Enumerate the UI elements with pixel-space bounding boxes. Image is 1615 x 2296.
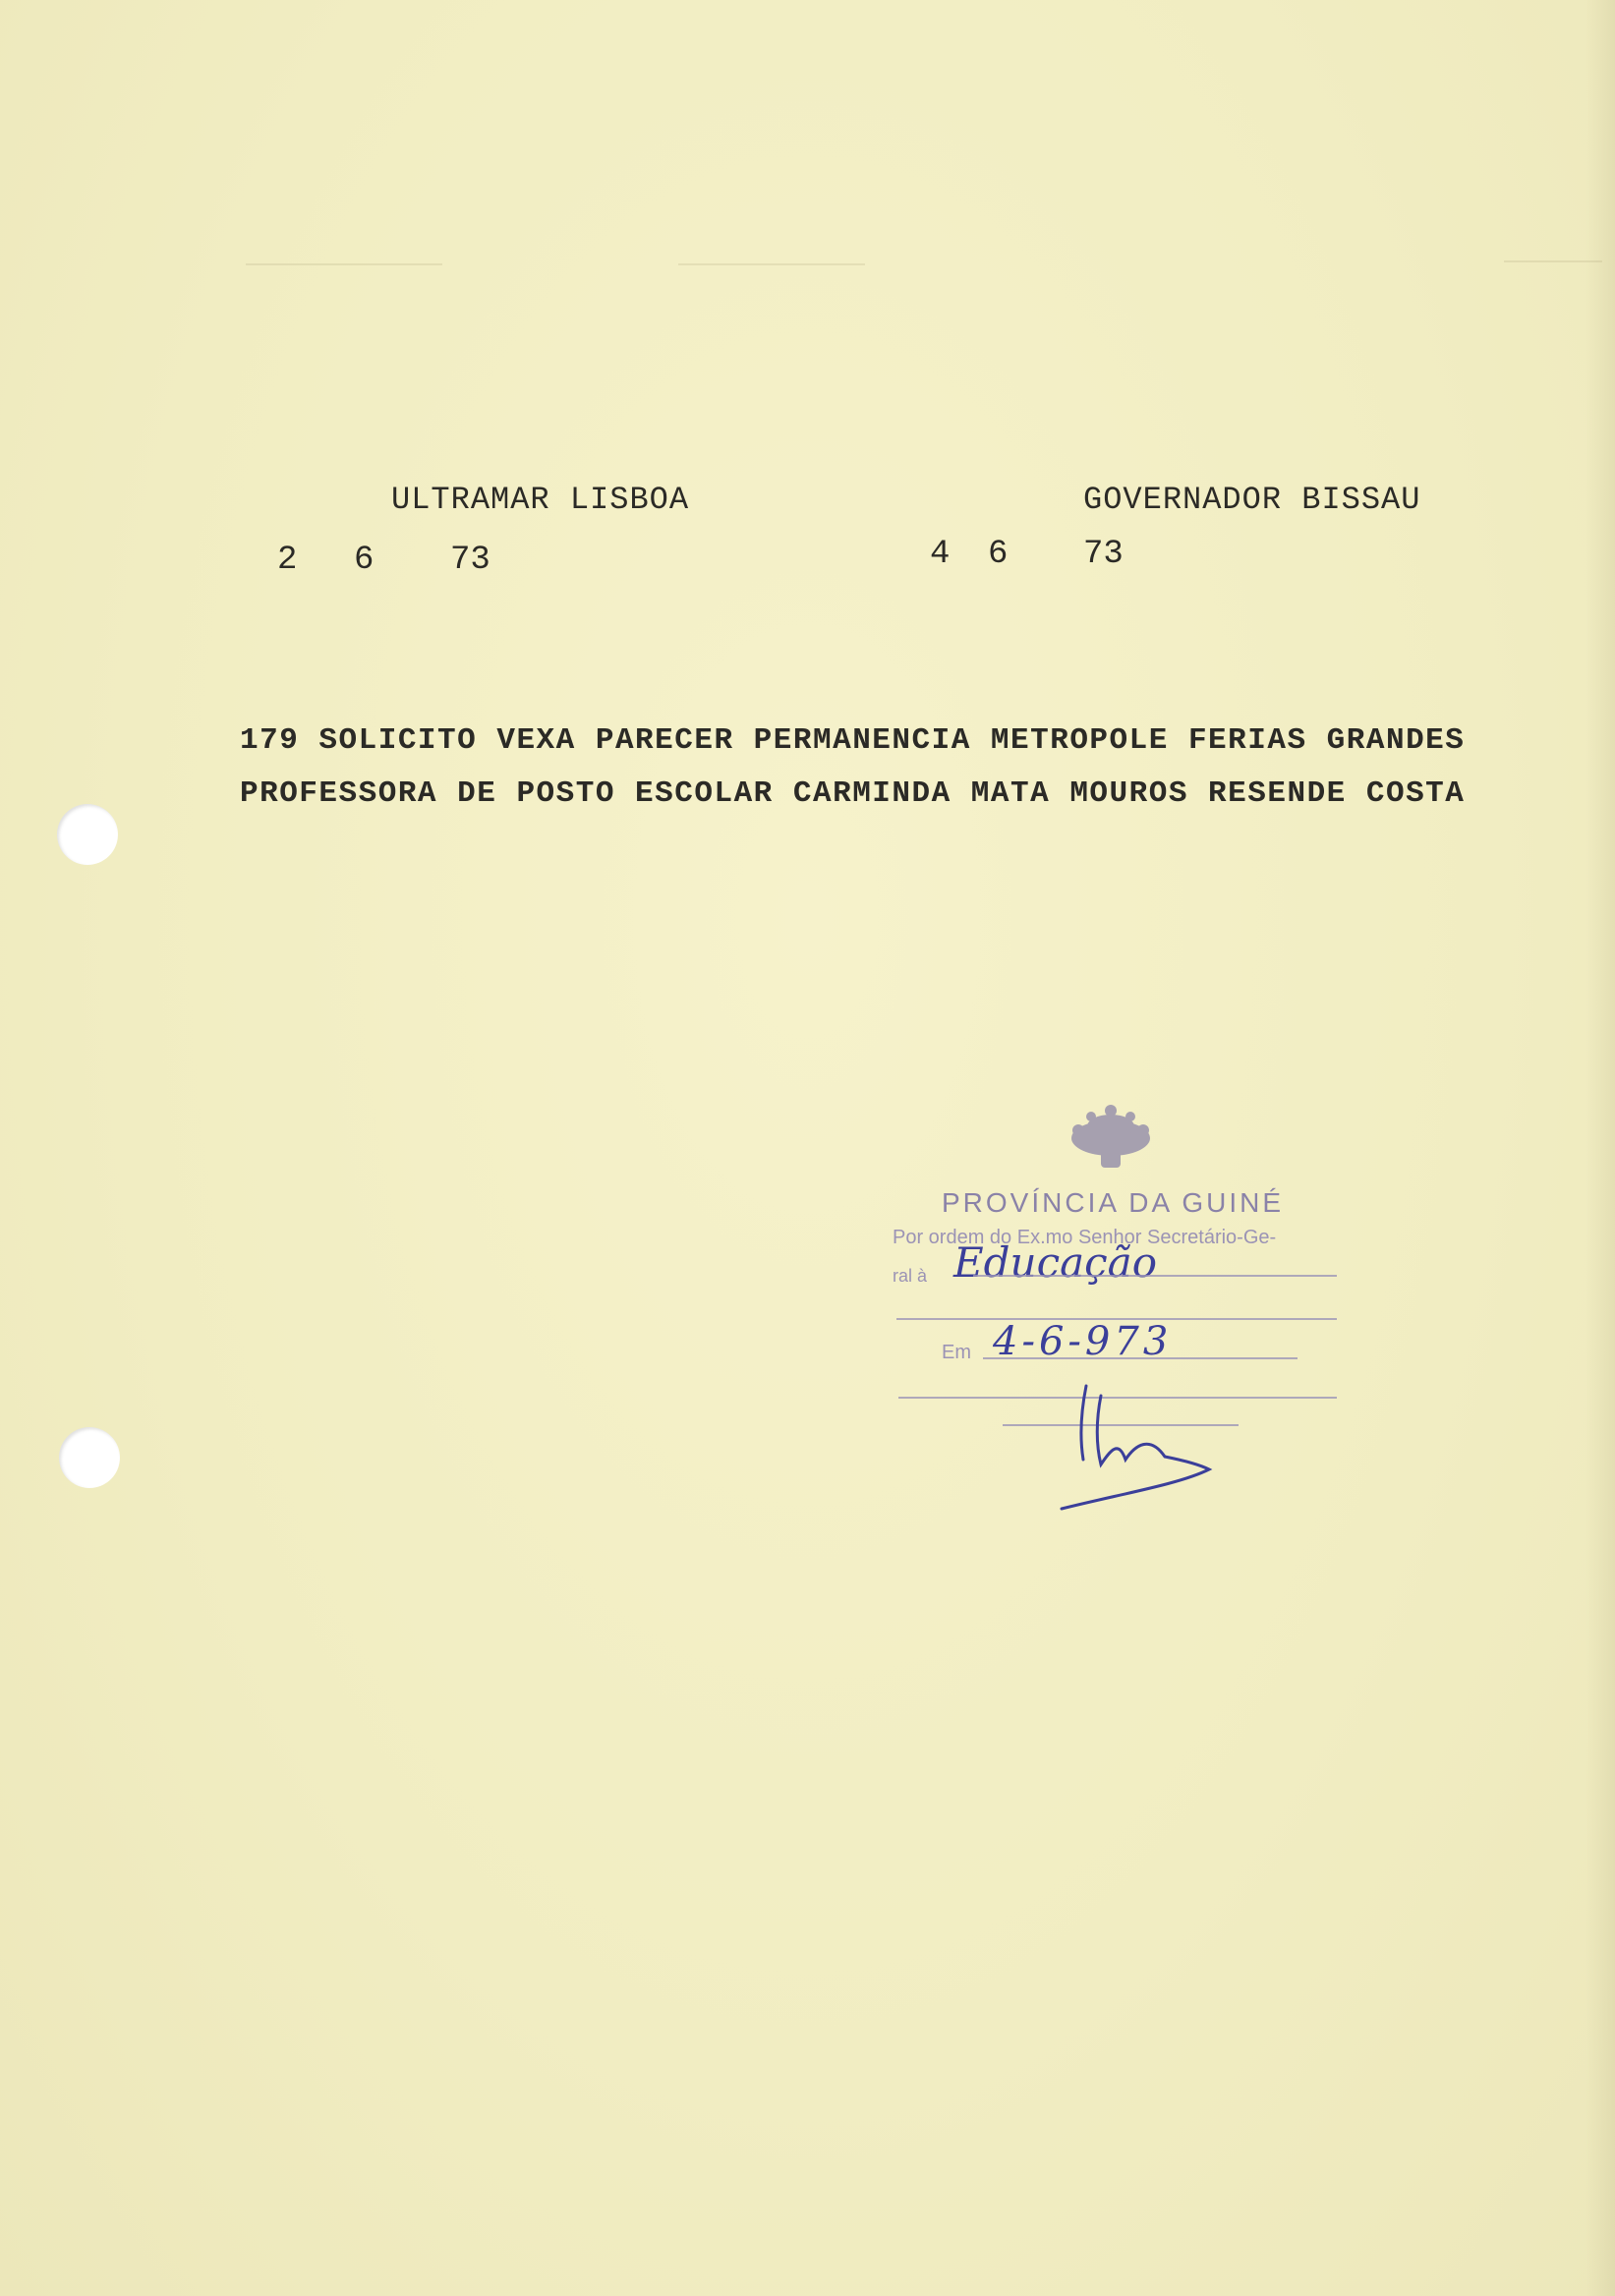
- stamp-date-prefix: Em: [942, 1342, 971, 1363]
- faint-mark: [678, 263, 865, 265]
- handwritten-date: 4-6-973: [993, 1319, 1173, 1364]
- punch-hole-top: [57, 804, 118, 865]
- origin-label: ULTRAMAR LISBOA: [391, 482, 690, 518]
- received-year: 73: [1083, 536, 1124, 573]
- received-day: 4: [930, 536, 951, 573]
- faint-mark: [1504, 260, 1602, 262]
- handwritten-department: Educação: [953, 1238, 1158, 1287]
- sent-year: 73: [450, 542, 490, 579]
- sent-day: 2: [277, 542, 298, 579]
- message-line-2: PROFESSORA DE POSTO ESCOLAR CARMINDA MATA MOUROS RESENDE COSTA: [240, 776, 1466, 811]
- official-stamp: [885, 1101, 1356, 1514]
- sent-month: 6: [354, 542, 375, 579]
- faint-mark: [246, 263, 442, 265]
- stamp-ral-prefix: ral à: [893, 1266, 928, 1286]
- received-month: 6: [988, 536, 1009, 573]
- stamp-title: PROVÍNCIA DA GUINÉ: [942, 1187, 1285, 1218]
- page-edge-shadow: [1586, 0, 1615, 2296]
- destination-label: GOVERNADOR BISSAU: [1083, 482, 1421, 518]
- punch-hole-bottom: [59, 1427, 120, 1488]
- stamp-order-line: Por ordem do Ex.mo Senhor Secretário-Ge-: [893, 1227, 1277, 1248]
- signature-icon: [1042, 1366, 1239, 1514]
- message-line-1: 179 SOLICITO VEXA PARECER PERMANENCIA METROPOLE FERIAS GRANDES: [240, 723, 1466, 758]
